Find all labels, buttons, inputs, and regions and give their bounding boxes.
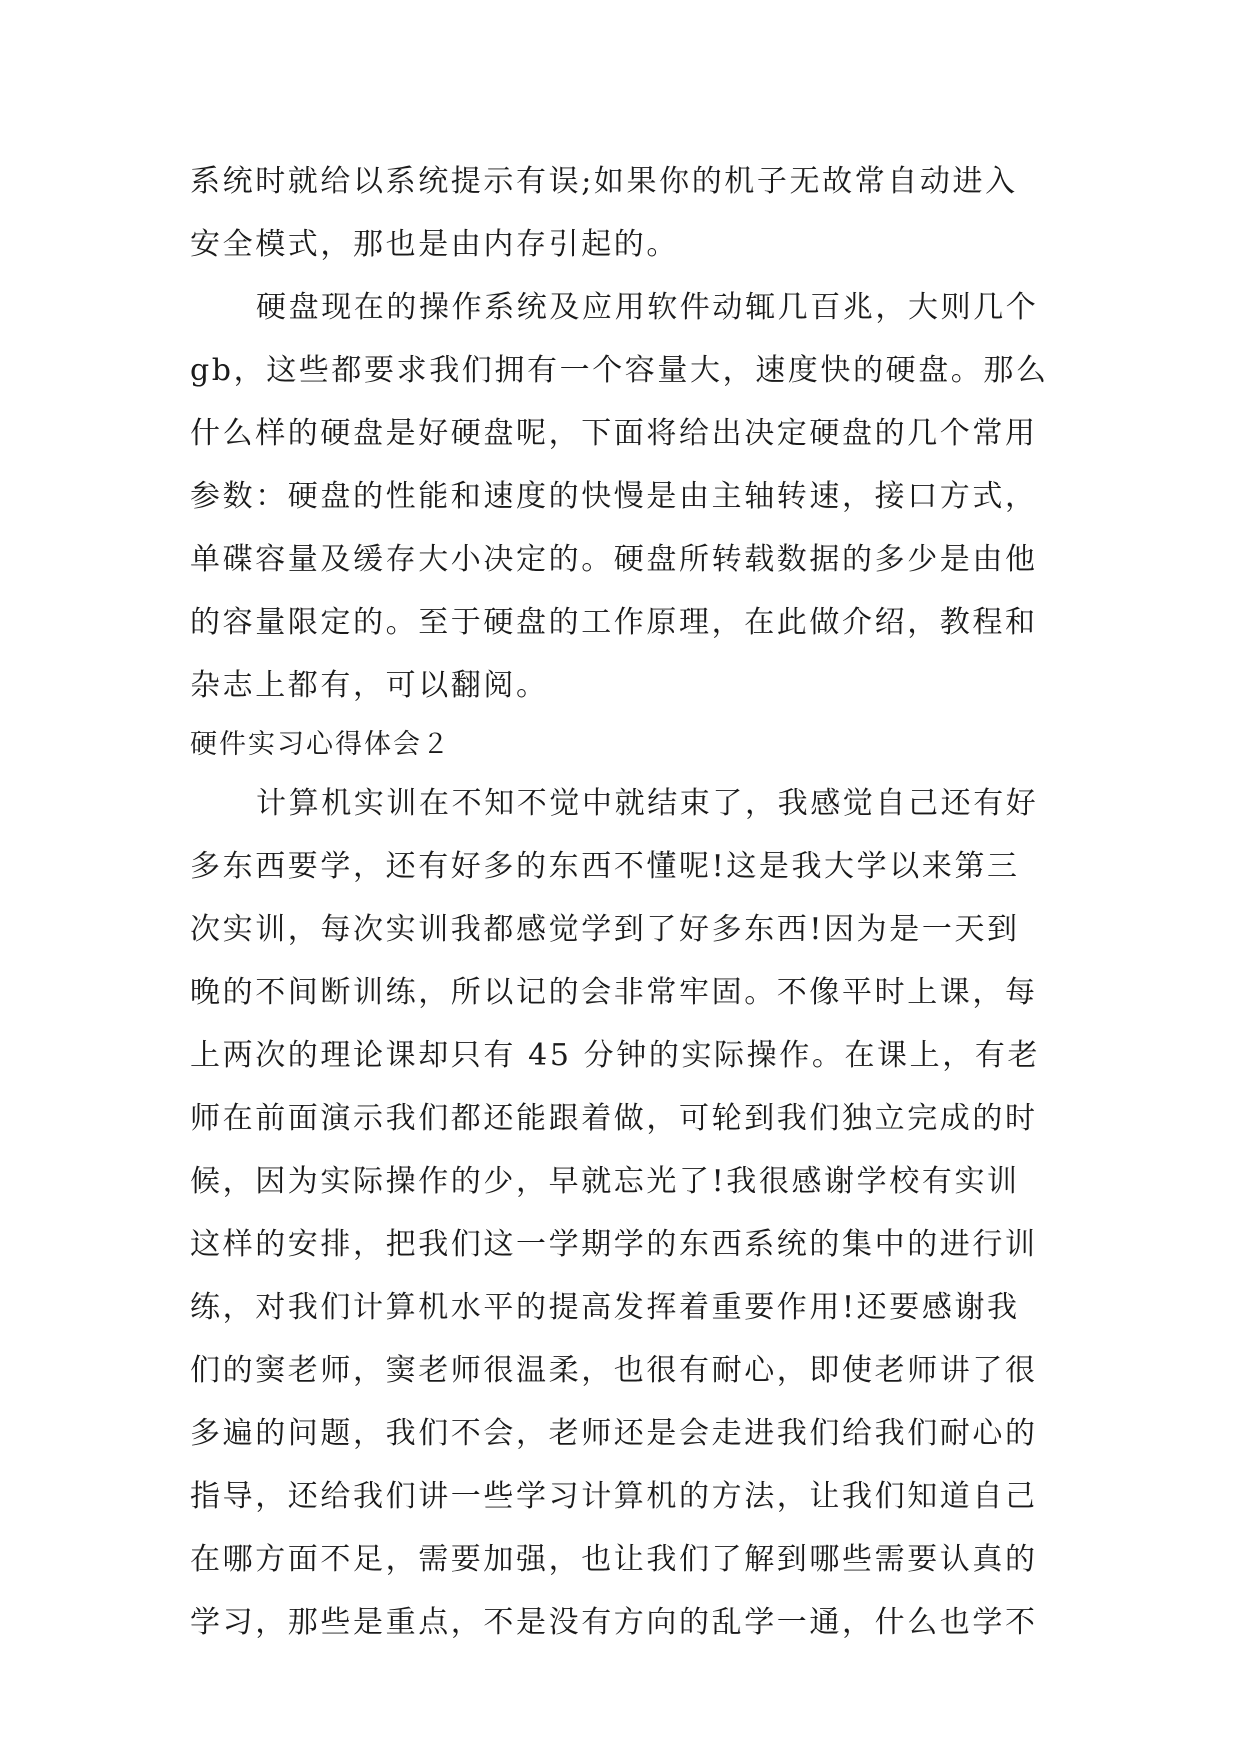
text-line: 学习，那些是重点，不是没有方向的乱学一通，什么也学不 xyxy=(190,1605,1038,1640)
document-page xyxy=(190,150,1052,1654)
text-line: 练，对我们计算机水平的提高发挥着重要作用!还要感谢我 xyxy=(190,1290,1020,1325)
paragraph-first-line: 计算机实训在不知不觉中就结束了，我感觉自己还有好 xyxy=(256,786,1039,821)
text-line: 多东西要学，还有好多的东西不懂呢!这是我大学以来第三 xyxy=(190,849,1020,884)
text-line: 师在前面演示我们都还能跟着做，可轮到我们独立完成的时 xyxy=(190,1101,1038,1136)
paragraph-first-line: 硬盘现在的操作系统及应用软件动辄几百兆，大则几个 xyxy=(256,290,1039,325)
section-heading: 硬件实习心得体会２ xyxy=(190,729,451,760)
text-line: 在哪方面不足，需要加强，也让我们了解到哪些需要认真的 xyxy=(190,1542,1038,1577)
text-line: 候，因为实际操作的少，早就忘光了!我很感谢学校有实训 xyxy=(190,1164,1020,1199)
text-line: 们的窦老师，窦老师很温柔，也很有耐心，即使老师讲了很 xyxy=(190,1353,1038,1388)
text-line: 杂志上都有，可以翻阅。 xyxy=(190,668,549,703)
text-line: 指导，还给我们讲一些学习计算机的方法，让我们知道自己 xyxy=(190,1479,1038,1514)
text-line: gb，这些都要求我们拥有一个容量大，速度快的硬盘。那么 xyxy=(190,353,1049,388)
text-line: 什么样的硬盘是好硬盘呢，下面将给出决定硬盘的几个常用 xyxy=(190,416,1038,451)
text-line: 参数：硬盘的性能和速度的快慢是由主轴转速，接口方式， xyxy=(190,479,1038,514)
text-line: 多遍的问题，我们不会，老师还是会走进我们给我们耐心的 xyxy=(190,1416,1038,1451)
text-line: 晚的不间断训练，所以记的会非常牢固。不像平时上课，每 xyxy=(190,975,1038,1010)
text-line: 的容量限定的。至于硬盘的工作原理，在此做介绍，教程和 xyxy=(190,605,1038,640)
text-line: 系统时就给以系统提示有误;如果你的机子无故常自动进入 xyxy=(190,164,1018,199)
text-line: 安全模式，那也是由内存引起的。 xyxy=(190,227,679,262)
text-line: 这样的安排，把我们这一学期学的东西系统的集中的进行训 xyxy=(190,1227,1038,1262)
text-line: 次实训，每次实训我都感觉学到了好多东西!因为是一天到 xyxy=(190,912,1020,947)
text-line: 上两次的理论课却只有 45 分钟的实际操作。在课上，有老 xyxy=(190,1038,1041,1073)
text-line: 单碟容量及缓存大小决定的。硬盘所转载数据的多少是由他 xyxy=(190,542,1038,577)
